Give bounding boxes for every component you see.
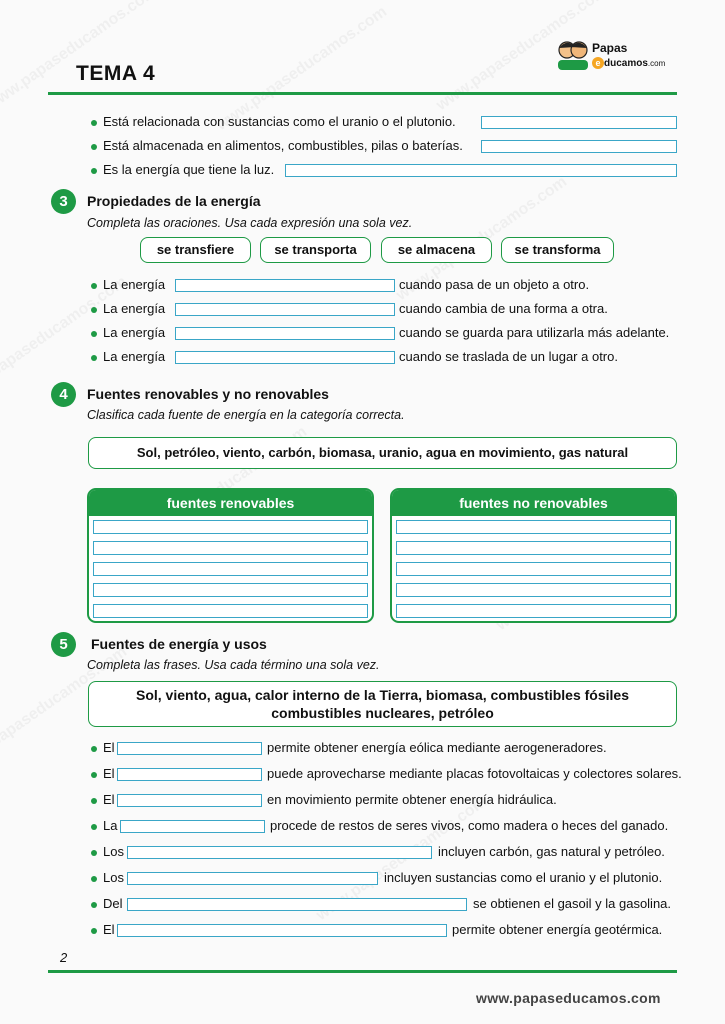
section-title: Propiedades de la energía <box>87 193 261 209</box>
answer-blank[interactable] <box>481 116 677 129</box>
word-bank-line: combustibles nucleares, petróleo <box>271 705 494 721</box>
answer-blank[interactable] <box>117 794 262 807</box>
answer-line[interactable] <box>93 541 368 555</box>
answer-blank[interactable] <box>175 351 395 364</box>
category-header: fuentes no renovables <box>392 490 675 516</box>
intro-item-text: Está almacenada en alimentos, combustibles, pilas o baterías. <box>103 138 463 153</box>
section-instruction: Completa las frases. Usa cada término una sola vez. <box>87 658 380 672</box>
sentence-start: El <box>103 792 115 807</box>
section-number-badge: 3 <box>51 189 76 214</box>
bullet-icon <box>91 283 97 289</box>
logo-ducamos: ducamos <box>604 58 648 69</box>
sentence-start: El <box>103 922 115 937</box>
sentence-start: El <box>103 740 115 755</box>
answer-blank[interactable] <box>117 742 262 755</box>
kids-logo-icon <box>556 38 590 72</box>
section-number-badge: 4 <box>51 382 76 407</box>
watermark <box>0 0 161 115</box>
page-number: 2 <box>60 950 68 965</box>
answer-line[interactable] <box>93 604 368 618</box>
option-chip: se almacena <box>381 237 492 263</box>
section-title: Fuentes de energía y usos <box>91 636 267 652</box>
sentence-end: incluyen carbón, gas natural y petróleo. <box>438 844 665 859</box>
sentence-start: La <box>103 818 118 833</box>
brand-logo <box>556 38 686 74</box>
section-title: Fuentes renovables y no renovables <box>87 386 329 402</box>
sentence-end: cuando cambia de una forma a otra. <box>399 301 608 316</box>
sentence-end: permite obtener energía geotérmica. <box>452 922 663 937</box>
logo-line2 <box>592 57 665 69</box>
bullet-icon <box>91 902 97 908</box>
answer-blank[interactable] <box>175 279 395 292</box>
sentence-end: se obtienen el gasoil y la gasolina. <box>473 896 672 911</box>
word-bank <box>88 681 677 727</box>
bullet-icon <box>91 331 97 337</box>
sentence-end: permite obtener energía eólica mediante aerogeneradores. <box>267 740 607 755</box>
sentence-start: Los <box>103 844 124 859</box>
intro-item-text: Es la energía que tiene la luz. <box>103 162 275 177</box>
footer-divider <box>48 970 677 973</box>
sentence-start: La energía <box>103 301 166 316</box>
section-instruction: Clasifica cada fuente de energía en la categoría correcta. <box>87 408 405 422</box>
bullet-icon <box>91 144 97 150</box>
sentence-start: Los <box>103 870 124 885</box>
page-title: TEMA 4 <box>76 62 156 85</box>
sentence-end: puede aprovecharse mediante placas fotovoltaicas y colectores solares. <box>267 766 682 781</box>
bullet-icon <box>91 307 97 313</box>
answer-blank[interactable] <box>127 872 378 885</box>
sentence-end: en movimiento permite obtener energía hidráulica. <box>267 792 557 807</box>
bullet-icon <box>91 355 97 361</box>
answer-blank[interactable] <box>120 820 265 833</box>
bullet-icon <box>91 876 97 882</box>
bullet-icon <box>91 850 97 856</box>
answer-blank[interactable] <box>127 898 467 911</box>
logo-domain: .com <box>647 59 666 68</box>
answer-blank[interactable] <box>481 140 677 153</box>
sentence-start: El <box>103 766 115 781</box>
answer-line[interactable] <box>93 520 368 534</box>
sentence-start: La energía <box>103 325 166 340</box>
answer-line[interactable] <box>396 520 671 534</box>
header-divider <box>48 92 677 95</box>
answer-line[interactable] <box>93 562 368 576</box>
answer-blank[interactable] <box>175 303 395 316</box>
sentence-end: cuando se traslada de un lugar a otro. <box>399 349 618 364</box>
option-chip: se transfiere <box>140 237 251 263</box>
bullet-icon <box>91 772 97 778</box>
answer-blank[interactable] <box>117 924 447 937</box>
sentence-end: procede de restos de seres vivos, como madera o heces del ganado. <box>270 818 669 833</box>
sentence-end: incluyen sustancias como el uranio y el plutonio. <box>384 870 663 885</box>
answer-line[interactable] <box>93 583 368 597</box>
sentence-end: cuando pasa de un objeto a otro. <box>399 277 590 292</box>
option-chip: se transporta <box>260 237 371 263</box>
answer-blank[interactable] <box>285 164 677 177</box>
category-box-renewable <box>87 488 374 623</box>
word-bank: Sol, petróleo, viento, carbón, biomasa, uranio, agua en movimiento, gas natural <box>88 437 677 469</box>
sentence-start: Del <box>103 896 123 911</box>
bullet-icon <box>91 824 97 830</box>
logo-line1: Papas <box>592 41 628 55</box>
word-bank-line: Sol, viento, agua, calor interno de la Tierra, biomasa, combustibles fósiles <box>136 687 629 703</box>
bullet-icon <box>91 798 97 804</box>
answer-line[interactable] <box>396 604 671 618</box>
bullet-icon <box>91 120 97 126</box>
answer-blank[interactable] <box>175 327 395 340</box>
section-number-badge: 5 <box>51 632 76 657</box>
sentence-start: La energía <box>103 349 166 364</box>
category-box-non-renewable <box>390 488 677 623</box>
logo-e: e <box>592 57 604 69</box>
sentence-start: La energía <box>103 277 166 292</box>
section-instruction: Completa las oraciones. Usa cada expresión una sola vez. <box>87 216 413 230</box>
category-header: fuentes renovables <box>89 490 372 516</box>
sentence-end: cuando se guarda para utilizarla más adelante. <box>399 325 670 340</box>
answer-blank[interactable] <box>127 846 432 859</box>
answer-line[interactable] <box>396 541 671 555</box>
bullet-icon <box>91 746 97 752</box>
answer-line[interactable] <box>396 562 671 576</box>
bullet-icon <box>91 168 97 174</box>
option-chip: se transforma <box>501 237 614 263</box>
bullet-icon <box>91 928 97 934</box>
answer-blank[interactable] <box>117 768 262 781</box>
answer-line[interactable] <box>396 583 671 597</box>
footer-url: www.papaseducamos.com <box>476 990 661 1006</box>
intro-item-text: Está relacionada con sustancias como el uranio o el plutonio. <box>103 114 456 129</box>
